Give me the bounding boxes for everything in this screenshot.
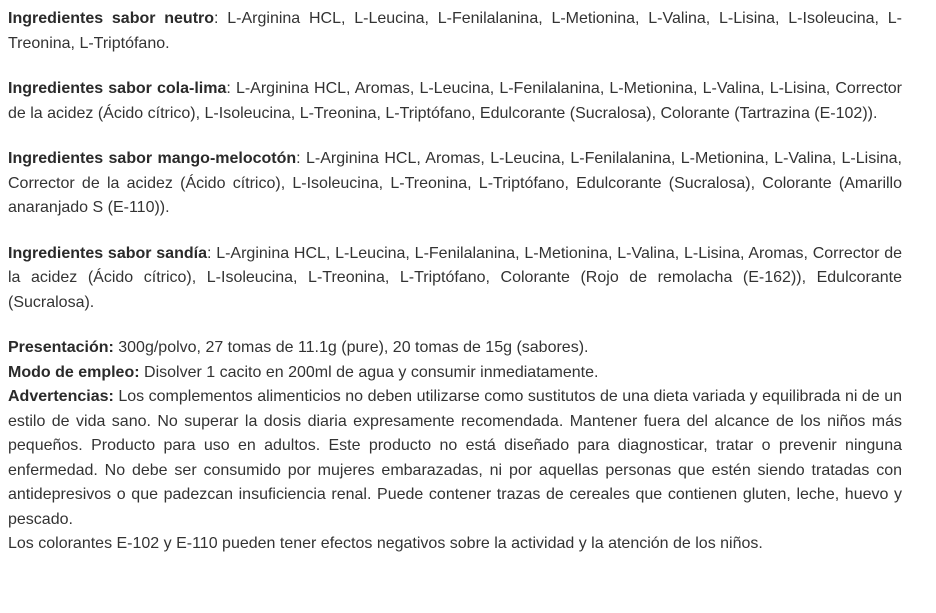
presentation-text: 300g/polvo, 27 tomas de 11.1g (pure), 20 tomas de 15g (sabores). [113, 339, 589, 356]
usage-text: Disolver 1 cacito en 200ml de agua y consumir inmediatamente. [139, 363, 599, 381]
ingredients-cola-lime [8, 77, 902, 126]
presentation-label: Presentación: [8, 339, 114, 356]
ingredients-neutral [8, 7, 902, 56]
usage-line [8, 361, 902, 386]
product-description [8, 7, 902, 557]
warnings-text: Los complementos alimenticios no deben utilizarse como sustitutos de una dieta variada y equilibrada ni de un estilo de vida sano. No superar la dosis diaria expresamente recomendada. Mantener fuera del alcance de los niños más pequeños. Producto para uso en adultos. Este producto no está diseñado para diagnosticar, tratar o prevenir ninguna enfermedad. No debe ser consumido por mujeres embarazadas, ni por aquellas personas que estén siendo tratadas con antidepresivos o que padezcan insuficiencia renal. Puede contener trazas de cereales que contienen gluten, leche, huevo y pescado. [8, 388, 902, 528]
ingredients-mango-peach-label: Ingredientes sabor mango-melocotón [8, 150, 297, 167]
ingredients-neutral-text: : L-Arginina HCL, L-Leucina, L-Fenilalanina, L-Metionina, L-Valina, L-Lisina, L-Isoleucina, L-Treonina, L-Triptófano. [8, 10, 903, 52]
warnings-paragraph [8, 385, 902, 532]
ingredients-cola-lime-label: Ingredientes sabor cola-lima [8, 80, 227, 97]
ingredients-watermelon-text: : L-Arginina HCL, L-Leucina, L-Fenilalanina, L-Metionina, L-Valina, L-Lisina, Aromas, Corrector de la acidez (Ácido cítrico), L-Isoleucina, L-Treonina, L-Triptófano, Colorante (Rojo de remolacha (E-162)), Edulcorante (Sucralosa). [8, 244, 902, 311]
usage-label: Modo de empleo: [8, 363, 140, 381]
ingredients-watermelon-label: Ingredientes sabor sandía [8, 244, 207, 262]
presentation-line [8, 336, 902, 361]
ingredients-watermelon [8, 242, 902, 316]
ingredients-mango-peach-text: : L-Arginina HCL, Aromas, L-Leucina, L-Fenilalanina, L-Metionina, L-Valina, L-Lisina, Corrector de la acidez (Ácido cítrico), L-Isoleucina, L-Treonina, L-Triptófano, Edulcorante (Sucralosa), Colorante (Amarillo anaranjado S (E-110)). [8, 150, 903, 216]
colorants-note: Los colorantes E-102 y E-110 pueden tener efectos negativos sobre la actividad y la atención de los niños. [8, 535, 763, 552]
warnings-label: Advertencias: [8, 388, 114, 405]
ingredients-cola-lime-text: : L-Arginina HCL, Aromas, L-Leucina, L-Fenilalanina, L-Metionina, L-Valina, L-Lisina, Corrector de la acidez (Ácido cítrico), L-Isoleucina, L-Treonina, L-Triptófano, Edulcorante (Sucralosa), Colorante (Tartrazina (E-102)). [8, 80, 903, 122]
ingredients-mango-peach [8, 147, 902, 221]
ingredients-neutral-label: Ingredientes sabor neutro [8, 10, 215, 27]
